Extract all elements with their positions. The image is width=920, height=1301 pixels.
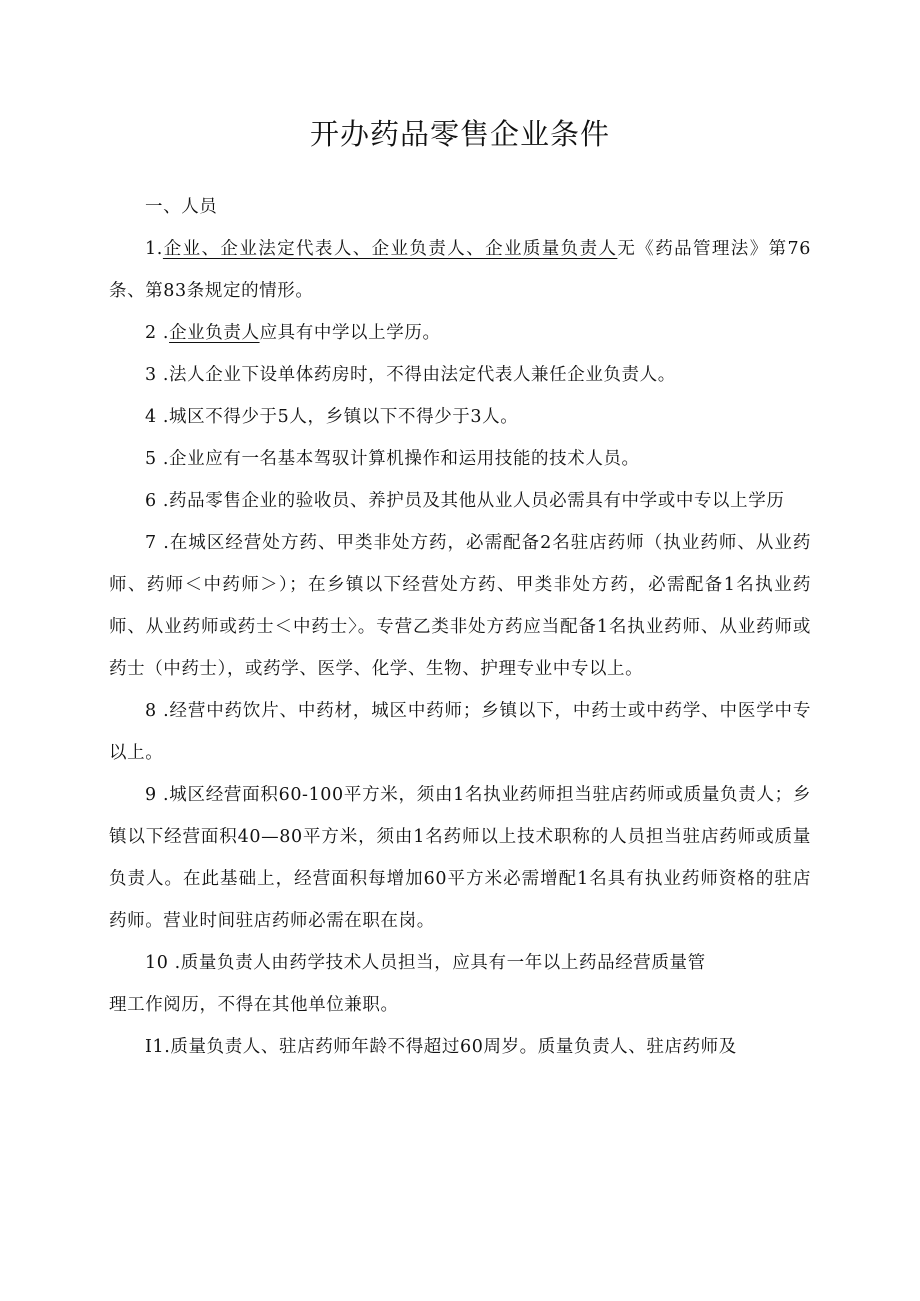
item-2-prefix: 2 . — [145, 323, 170, 343]
item-2-underlined: 企业负责人 — [169, 323, 260, 343]
item-5: 5 .企业应有一名基本驾驭计算机操作和运用技能的技术人员。 — [145, 449, 640, 469]
item-8: 8 .经营中药饮片、中药材，城区中药师；乡镇以下，中药士或中药学、中医学中专以上。 — [109, 701, 811, 763]
document-body — [109, 186, 811, 1068]
item-1-underlined: 企业、企业法定代表人、企业负责人、企业质量负责人 — [162, 239, 618, 259]
item-2 — [109, 312, 811, 354]
item-10-line-2: 理工作阅历，不得在其他单位兼职。 — [109, 995, 399, 1015]
item-11: I1.质量负责人、驻店药师年龄不得超过60周岁。质量负责人、驻店药师及 — [145, 1037, 737, 1057]
item-10-cont — [109, 984, 811, 1026]
item-10 — [109, 942, 811, 984]
item-10-line-1: 10 .质量负责人由药学技术人员担当，应具有一年以上药品经营质量管 — [145, 953, 706, 973]
item-9: 9 .城区经营面积60-100平方米，须由1名执业药师担当驻店药师或质量负责人；乡镇以下经营面积40—80平方米，须由1名药师以上技术职称的人员担当驻店药师或质量负责人。在此基础上，经营面积每增加60平方米必需增配1名具有执业药师资格的驻店药师。营业时间驻店药师必需在职在岗。 — [109, 785, 811, 931]
document-title: 开办药品零售企业条件 — [309, 117, 610, 151]
item-1-rest: 无《药品管理法》第76条、第83条规定的情形。 — [109, 239, 811, 301]
item-1 — [109, 228, 811, 312]
item-1-prefix: 1. — [145, 239, 163, 259]
item-4: 4 .城区不得少于5人，乡镇以下不得少于3人。 — [145, 407, 519, 427]
item-3: 3 .法人企业下设单体药房时，不得由法定代表人兼任企业负责人。 — [145, 365, 676, 385]
item-2-rest: 应具有中学以上学历。 — [259, 323, 441, 343]
item-7: 7 .在城区经营处方药、甲类非处方药，必需配备2名驻店药师（执业药师、从业药师、药师＜中药师＞）；在乡镇以下经营处方药、甲类非处方药，必需配备1名执业药师、从业药师或药士＜中药士〉。专营乙类非处方药应当配备1名执业药师、从业药师或药士（中药士），或药学、医学、化学、生物、护理专业中专以上。 — [109, 533, 811, 679]
section-heading: 一、人员 — [145, 197, 218, 217]
item-6: 6 .药品零售企业的验收员、养护员及其他从业人员必需具有中学或中专以上学历 — [145, 491, 785, 511]
